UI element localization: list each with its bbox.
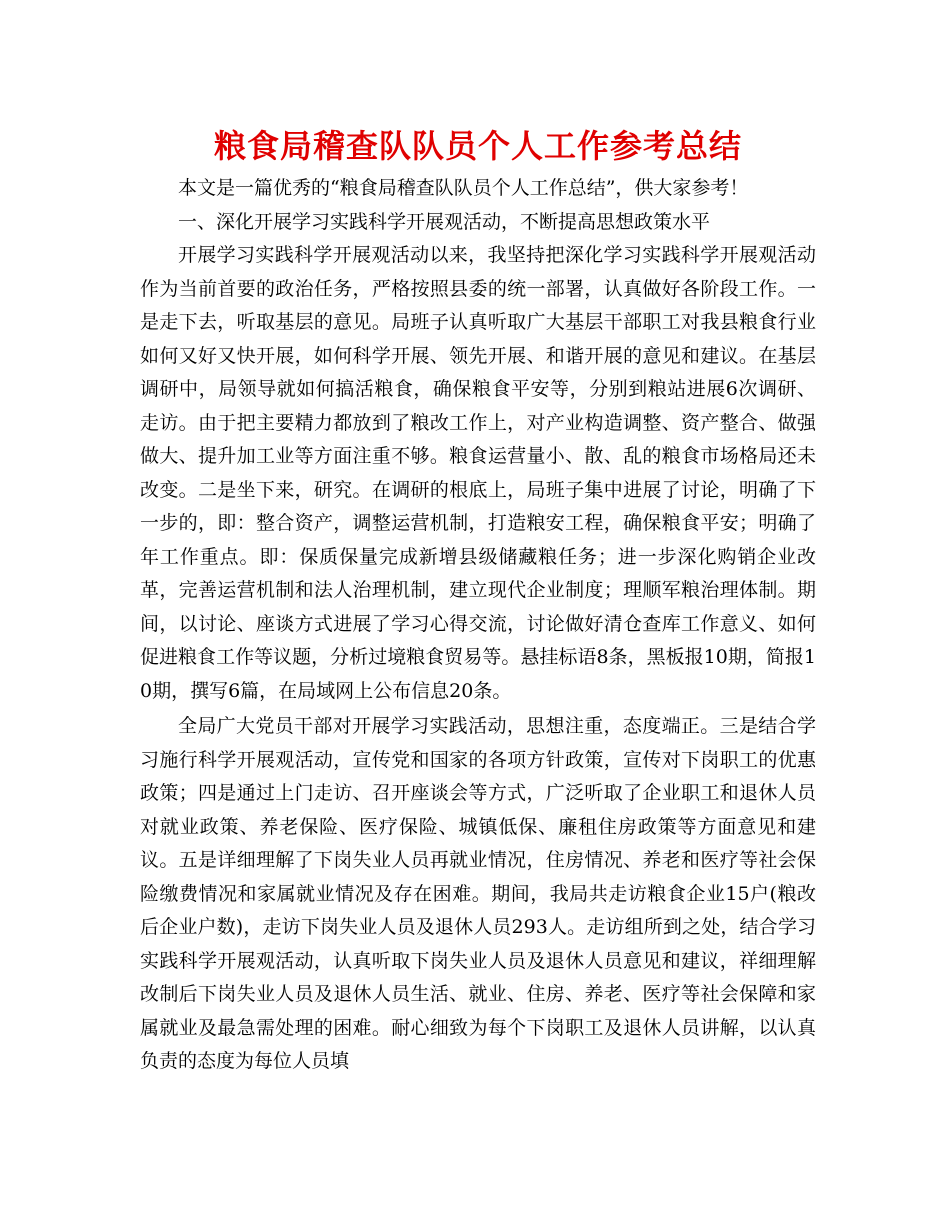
intro-paragraph: 本文是一篇优秀的“粮食局稽查队队员个人工作总结”，供大家参考！ bbox=[178, 177, 749, 199]
body-paragraph-2: 全局广大党员干部对开展学习实践活动，思想注重，态度端正。三是结合学习施行科学开展观活动，宣传党和国家的各项方针政策，宣传对下岗职工的优惠政策；四是通过上门走访、召开座谈会等方式，广泛听取了企业职工和退休人员对就业政策、养老保险、医疗保险、城镇低保、廉租住房政策等方面意见和建议。五是详细理解了下岗失业人员再就业情况，住房情况、养老和医疗等社会保险缴费情况和家属就业情况及存在困难。期间，我局共走访粮食企业15户(粮改后企业户数)，走访下岗失业人员及退休人员293人。走访组所到之处，结合学习实践科学开展观活动，认真听取下岗失业人员及退休人员意见和建议，祥细理解改制后下岗失业人员及退休人员生活、就业、住房、养老、医疗等社会保障和家属就业及最急需处理的困难。耐心细致为每个下岗职工及退休人员讲解，以认真负责的态度为每位人员填 bbox=[140, 715, 816, 1072]
document-title: 粮食局稽查队队员个人工作参考总结 bbox=[213, 127, 742, 165]
document-page bbox=[140, 124, 816, 1079]
section-heading: 一、深化开展学习实践科学开展观活动，不断提高思想政策水平 bbox=[178, 210, 711, 233]
body-paragraph-1: 开展学习实践科学开展观活动以来，我坚持把深化学习实践科学开展观活动作为当前首要的政治任务，严格按照县委的统一部署，认真做好各阶段工作。一是走下去，听取基层的意见。局班子认真听取广大基层干部职工对我县粮食行业如何又好又快开展，如何科学开展、领先开展、和谐开展的意见和建议。在基层调研中，局领导就如何搞活粮食，确保粮食平安等，分别到粮站进展6次调研、走访。由于把主要精力都放到了粮改工作上，对产业构造调整、资产整合、做强做大、提升加工业等方面注重不够。粮食运营量小、散、乱的粮食市场格局还未改变。二是坐下来，研究。在调研的根底上，局班子集中进展了讨论，明确了下一步的，即：整合资产，调整运营机制，打造粮安工程，确保粮食平安；明确了年工作重点。即：保质保量完成新增县级储藏粮任务；进一步深化购销企业改革，完善运营机制和法人治理机制，建立现代企业制度；理顺军粮治理体制。期间，以讨论、座谈方式进展了学习心得交流，讨论做好清仓查库工作意义、如何促进粮食工作等议题，分析过境粮食贸易等。悬挂标语8条，黑板报10期，简报10期，撰写6篇，在局域网上公布信息20条。 bbox=[140, 244, 816, 702]
